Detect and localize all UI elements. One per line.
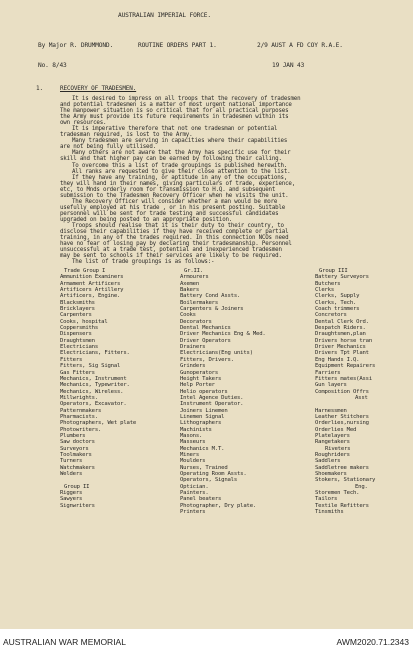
- trade-list-item: Equipment Repairers: [315, 363, 376, 370]
- trade-list-item: Dental Clerk Ord.: [315, 318, 369, 325]
- trade-list-item: Gunoperators: [180, 369, 219, 376]
- trade-list-item: Group II: [64, 483, 90, 490]
- trade-list-item: Miners: [180, 451, 200, 458]
- trade-list-item: Draughtsmen,plan: [315, 331, 366, 338]
- body-line: Many others are not aware that the Army has specific use for their: [72, 150, 291, 157]
- footer-credit: AUSTRALIAN WAR MEMORIAL: [3, 637, 126, 647]
- trade-list-item: Eng.: [355, 483, 368, 490]
- trade-list-item: Despatch Riders.: [315, 325, 366, 332]
- trade-list-item: Lithographers: [180, 420, 222, 427]
- trade-list-item: Cooks, hospital: [60, 318, 108, 325]
- trade-list-item: Mechanics, Wireless.: [60, 388, 124, 395]
- trade-list-item: Composition Offrs: [315, 388, 369, 395]
- unit-name: 2/9 AUST A FD COY R.A.E.: [257, 42, 343, 49]
- trade-list-item: Saddletree makers: [315, 464, 369, 471]
- trade-list-item: Fitters mates(Assi: [315, 375, 373, 382]
- trade-list-item: Operators, Excavator.: [60, 401, 127, 408]
- trade-list-item: Carpenters & Joiners: [180, 306, 244, 313]
- trade-list-item: Height Takers: [180, 375, 222, 382]
- trade-list-item: Riveters: [325, 445, 351, 452]
- trade-list-item: Plumbers: [60, 432, 86, 439]
- trade-list-item: Painters.: [180, 490, 209, 497]
- body-line: It is desired to impress on all troops that the recovery of tradesmen: [72, 96, 301, 102]
- trade-list-item: Artificers, Engine.: [60, 293, 121, 300]
- footer-bar: [0, 629, 413, 653]
- trade-list-item: Fitters: [60, 356, 83, 363]
- trade-list-item: Panel beaters: [180, 496, 222, 503]
- body-line: Troops should realise that it is their duty to their country, to: [72, 222, 284, 229]
- trade-list-item: Photowriters.: [60, 426, 102, 433]
- body-line: submission to the Tradesmen Recovery Officer when he visits the unit.: [60, 192, 289, 199]
- trade-list-item: Orderlies,nursing: [315, 420, 369, 427]
- trade-list-item: Patternmakers: [60, 407, 102, 414]
- trade-list-item: Armourers: [180, 274, 209, 281]
- trade-list-item: Photographers, Wet plate: [60, 420, 137, 427]
- trade-list-item: Dispensers: [60, 331, 92, 338]
- body-line: tradesman required, is lost to the Army.: [60, 132, 193, 139]
- body-line: have no fear of losing pay by declaring their tradesmanship. Personnel: [60, 241, 292, 248]
- trade-list-item: Watchmakers: [60, 464, 95, 471]
- body-line: usefully employed at his trade , or in his present posting. Suitable: [60, 204, 286, 211]
- trade-list-item: Decorators: [180, 318, 212, 325]
- trade-list-item: Dental Mechanics: [180, 325, 231, 332]
- trade-list-item: Trade Group I: [64, 268, 106, 274]
- document-title: AUSTRALIAN IMPERIAL FORCE.: [118, 12, 211, 19]
- trade-list-item: Optician.: [180, 483, 209, 490]
- trade-list-item: Drivers Tpt Plant: [315, 350, 369, 357]
- body-line: The manpower situation is so critical that for all practical purposes: [60, 108, 289, 115]
- trade-list-item: Rangetakers: [315, 439, 350, 446]
- trade-list-item: Coppersmiths: [60, 325, 99, 332]
- body-line: skill and that higher pay can be earned by following their calling.: [60, 156, 282, 163]
- section-number: 1.: [36, 85, 43, 92]
- trade-list-item: Electricians, Fitters.: [60, 350, 130, 357]
- trade-list-item: Platelayers: [315, 432, 350, 439]
- body-line: To overcome this a list of trade groupings is published herewith.: [72, 162, 288, 169]
- body-line: etc, to Mnds orderly room for transmission to H.Q. and subsequent: [60, 186, 276, 193]
- trade-list-item: Battery Cond Assts.: [180, 293, 241, 300]
- trade-list-item: Group III: [319, 268, 348, 274]
- body-line: own resources.: [60, 120, 107, 127]
- body-line: The list of trade groupings is as follows:-: [72, 259, 215, 266]
- trade-list-item: Asst: [355, 394, 368, 401]
- trade-list-item: Pharmacists.: [60, 413, 99, 420]
- trade-list-item: Roughriders: [315, 451, 350, 458]
- trade-list-item: Ammunition Examiners: [60, 274, 124, 281]
- trade-group-column-2: [180, 268, 266, 515]
- trade-list-item: Mechanics, Instrument: [60, 375, 127, 382]
- trade-list-item: Millwrights.: [60, 394, 99, 401]
- trade-list-item: Gas Fitters: [60, 369, 95, 376]
- trade-list-item: Axemen: [180, 280, 200, 287]
- body-line: are not being fully utilised.: [60, 144, 156, 151]
- trade-list-item: Linemen Signal: [180, 413, 225, 420]
- trade-list-item: Grinders: [180, 363, 206, 370]
- body-line: unsuccessful at a trade test, potential and inexperienced tradesmen: [60, 247, 282, 254]
- trade-list-item: Nurses, Trained: [180, 464, 228, 471]
- body-line: they will hand in their names, giving particulars of trade, experience,: [60, 180, 296, 187]
- trade-list-item: Toolmakers: [60, 451, 92, 458]
- trade-list-item: Tailors: [315, 496, 338, 503]
- trade-list-item: Eng Hands I.Q.: [315, 356, 360, 363]
- trade-list-item: Gun layers: [315, 382, 347, 389]
- trade-list-item: Drivers horse tran: [315, 337, 373, 344]
- order-number: No. 8/43: [38, 62, 67, 69]
- trade-list-item: Cooks: [180, 312, 196, 319]
- trade-list-item: Bricklayers: [60, 306, 95, 313]
- trade-list-item: Operators, Signals: [180, 477, 238, 484]
- trade-list-item: Printers: [180, 509, 206, 516]
- body-line: If they have any training, or aptitude in any of the occupations,: [72, 174, 288, 181]
- trade-list-item: Clerks, Supply: [315, 293, 360, 300]
- by-line: By Major R. DRUMMOND.: [38, 42, 114, 49]
- trade-list-item: Bakers: [180, 287, 200, 294]
- trade-list-item: Electricians: [60, 344, 99, 351]
- trade-list-item: Concretors: [315, 312, 347, 319]
- trade-list-item: Mechanics M.T.: [180, 445, 225, 452]
- trade-list-item: Shoemakers: [315, 471, 347, 477]
- body-line: All ranks are requested to give their close attention to the list.: [72, 168, 291, 175]
- trade-list-item: Clerks: [315, 287, 335, 294]
- trade-list-item: Coach trimmers: [315, 306, 360, 313]
- trade-list-item: Masons.: [180, 432, 203, 439]
- trade-list-item: Mechanics, Typewriter.: [60, 382, 130, 389]
- trade-list-item: Armament Artificers: [60, 280, 121, 287]
- trade-list-item: Riggers: [60, 490, 83, 497]
- trade-list-item: Helio operators: [180, 388, 228, 395]
- body-line: Many tradesmen are serving in capacities where their capabilities: [72, 138, 288, 145]
- trade-group-column-1: [60, 268, 136, 509]
- trade-list-item: Signwriters: [60, 502, 95, 509]
- trade-list-item: Driver Operators: [180, 337, 231, 344]
- body-line: the Army must provide its future requirements in tradesmen within its: [60, 114, 289, 121]
- trade-list-item: Gr.II.: [184, 268, 204, 274]
- footer-accession: AWM2020.71.2343: [336, 637, 409, 647]
- body-line: may be sent to schools if their services are likely to be required.: [60, 253, 282, 260]
- trade-list-item: Draughtsmen: [60, 337, 95, 344]
- trade-list-item: Electricians(Eng units): [180, 350, 253, 357]
- trade-list-item: Machinists: [180, 426, 212, 433]
- trade-list-item: Fitters, Sig Signal: [60, 363, 121, 370]
- trade-list-item: Driver Mechanics: [315, 344, 366, 351]
- trade-list-item: Butchers: [315, 280, 341, 287]
- trade-list-item: Photographer, Dry plate.: [180, 502, 257, 509]
- trade-list-item: Moulders: [180, 458, 206, 465]
- trade-list-item: Operating Room Assts.: [180, 471, 247, 477]
- trade-list-item: Harnessmen: [315, 407, 347, 414]
- trade-list-item: Storemen Tech.: [315, 490, 360, 497]
- trade-list-item: Drainers: [180, 344, 206, 351]
- body-line: training, in any of the trades required. In this connection NCOs need: [60, 235, 289, 242]
- trade-list-item: Instrument Operator.: [180, 401, 244, 408]
- order-date: 19 JAN 43: [272, 62, 305, 69]
- trade-list-item: Textile Refitters: [315, 502, 369, 509]
- trade-list-item: Battery Surveyors: [315, 274, 369, 281]
- body-line: disclose their capabilities if they have received complete or partial: [60, 229, 289, 236]
- trade-list-item: Intel Agence Duties.: [180, 394, 244, 401]
- trade-list-item: Masseurs: [180, 439, 206, 446]
- body-line: and potential tradesmen is a matter of most urgent national importance: [60, 102, 292, 109]
- trade-list-item: Driver Mechanics Eng & Med.: [180, 331, 266, 338]
- trade-list-item: Surveyors: [60, 445, 89, 452]
- section-heading: RECOVERY OF TRADESMEN.: [60, 85, 137, 92]
- trade-list-item: Help Porter: [180, 382, 215, 389]
- body-line: The Recovery Officer will consider whether a man would be more: [72, 198, 278, 205]
- orders-title: ROUTINE ORDERS PART 1.: [138, 42, 217, 49]
- trade-list-item: Saw doctors: [60, 439, 95, 446]
- trade-list-item: Carpenters: [60, 312, 92, 319]
- trade-list-item: Farriers: [315, 369, 341, 376]
- trade-list-item: Fitters, Drivers.: [180, 356, 234, 363]
- trade-list-item: Joiners Linemen: [180, 407, 228, 414]
- trade-list-item: Clerks, Tech.: [315, 299, 357, 306]
- trade-group-column-3: [315, 268, 375, 515]
- body-line: It is imperative therefore that not one tradesman or potential: [72, 126, 278, 133]
- trade-list-item: Stokers, Stationary: [315, 477, 376, 484]
- trade-list-item: Leather Stitchers: [315, 413, 369, 420]
- body-line: upgraded on being posted to an appropriate position.: [60, 216, 233, 223]
- trade-list-item: Tinsmiths: [315, 509, 344, 516]
- trade-list-item: Boilermakers: [180, 299, 219, 306]
- trade-list-item: Turners: [60, 458, 83, 465]
- trade-list-item: Artificers Artillery: [60, 287, 124, 294]
- trade-list-item: Orderlies Med: [315, 426, 357, 433]
- body-line: personnel will be sent for trade testing and successful candidates: [60, 210, 279, 217]
- trade-list-item: Saddlers: [315, 458, 341, 465]
- trade-list-item: Sawyers: [60, 496, 83, 503]
- trade-list-item: Blacksmiths: [60, 299, 95, 306]
- trade-list-item: Welders: [60, 471, 83, 477]
- body-text: [60, 96, 300, 265]
